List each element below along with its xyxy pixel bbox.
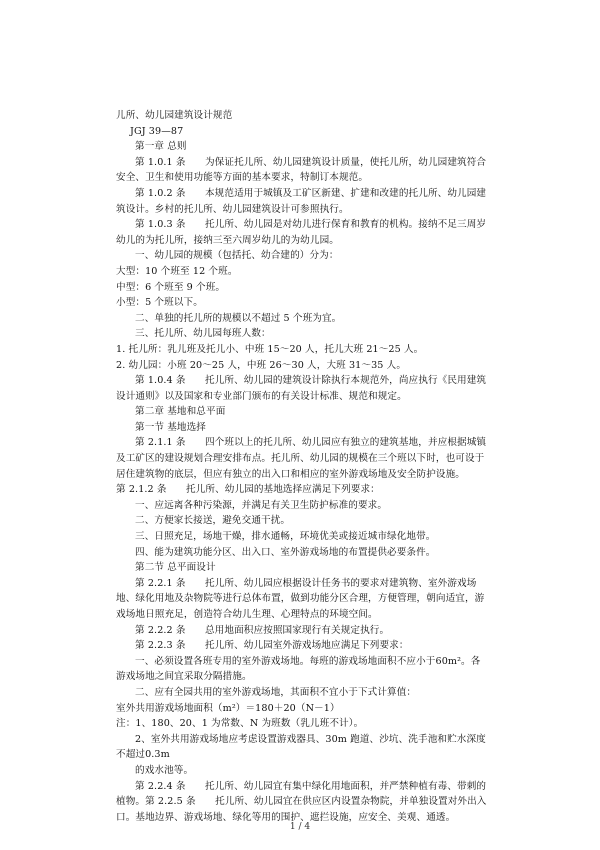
article-paragraph: 第 2.2.2 条 总用地面积应按照国家现行有关规定执行。 xyxy=(135,624,390,636)
article-paragraph: 第 2.2.4 条 托儿所、幼儿园宜有集中绿化用地面积，并严禁种植有毒、带刺的植物。第 2.2.5 条 托儿所、幼儿园宜在供应区内设置杂物院，并单独设置对外出入口。基地边界、游戏场地、绿化等用的围护、遮拦设施，应安全、美观、通透。 xyxy=(116,780,487,823)
list-item: 二、单独的托儿所的规模以不超过 5 个班为宜。 xyxy=(135,312,342,324)
list-item: 三、托儿所、幼儿园每班人数： xyxy=(135,328,271,340)
article-paragraph: 第 2.1.1 条 四个班以上的托儿所、幼儿园应有独立的建筑基地，并应根据城镇及工矿区的建设规划合理安排布点。托儿所、幼儿园的规模在三个班以下时，也可设于居住建筑物的底层，但应有独立的出入口和相应的室外游戏场地及安全防护设施。 第 2.1.2 条 托儿所、幼儿园的基地选择应满足下列要求： xyxy=(116,437,487,496)
list-item: 四、能为建筑功能分区、出入口、室外游戏场地的布置提供必要条件。 xyxy=(135,546,436,558)
list-item: 2、室外共用游戏场地应考虑设置游戏器具、30m 跑道、沙坑、洗手池和贮水深度不超过0.3m xyxy=(116,733,486,761)
section-heading: 第一节 基地选择 xyxy=(135,421,207,433)
standard-code: JGJ 39—87 xyxy=(130,125,184,137)
article-paragraph: 第 2.2.1 条 托儿所、幼儿园应根据设计任务书的要求对建筑物、室外游戏场地、绿化用地及杂物院等进行总体布置，做到功能分区合理，方便管理，朝向适宜，游戏场地日照充足，创造符合幼儿生理、心理特点的环境空间。 xyxy=(116,577,485,620)
article-paragraph: 第 1.0.3 条 托儿所、幼儿园是对幼儿进行保育和教育的机构。接纳不足三周岁幼儿的为托儿所，接纳三至六周岁幼儿的为幼儿园。 xyxy=(116,219,487,246)
page-number: 1 / 4 xyxy=(289,822,311,832)
section-heading: 第二节 总平面设计 xyxy=(135,562,216,574)
document-body xyxy=(116,108,488,825)
list-item: 的戏水池等。 xyxy=(135,764,194,776)
chapter-heading: 第一章 总则 xyxy=(135,141,187,153)
list-item: 2. 幼儿园：小班 20～25 人，中班 26～30 人，大班 31～35 人。 xyxy=(116,359,407,371)
article-paragraph: 第 1.0.1 条 为保证托儿所、幼儿园建筑设计质量，使托儿所，幼儿园建筑符合安全、卫生和使用功能等方面的基本要求，特制订本规范。 xyxy=(116,156,487,184)
article-paragraph: 第 2.2.3 条 托儿所、幼儿园室外游戏场地应满足下列要求： xyxy=(135,640,409,652)
chapter-heading: 第二章 基地和总平面 xyxy=(135,406,226,418)
list-item: 二、应有全园共用的室外游戏场地，其面积不宜小于下式计算值： xyxy=(135,686,417,698)
list-item: 中型：6 个班至 9 个班。 xyxy=(116,281,226,293)
list-item: 大型：10 个班至 12 个班。 xyxy=(116,265,238,277)
formula-line: 室外共用游戏场地面积（m²）＝180＋20（N－1） xyxy=(116,702,340,714)
list-item: 1. 托儿所：乳儿班及托儿小、中班 15～20 人，托儿大班 21～25 人。 xyxy=(116,343,424,355)
list-item: 一、幼儿园的规模（包括托、幼合建的）分为： xyxy=(135,250,339,262)
article-paragraph: 第 1.0.4 条 托儿所、幼儿园的建筑设计除执行本规范外，尚应执行《民用建筑设计通则》以及国家和专业部门颁布的有关设计标准、规范和规定。 xyxy=(116,375,487,402)
list-item: 一、必须设置各班专用的室外游戏场地。每班的游戏场地面积不应小于60m²。各游戏场地之间宜采取分隔措施。 xyxy=(116,655,481,683)
list-item: 一、应远离各种污染源，并满足有关卫生防护标准的要求。 xyxy=(135,499,388,511)
list-item: 小型：5 个班以下。 xyxy=(116,297,203,309)
note-line: 注：1、180、20、1 为常数、N 为班数（乳儿班不计）。 xyxy=(116,718,364,730)
document-title: 儿所、幼儿园建筑设计规范 xyxy=(116,110,233,121)
list-item: 三、日照充足，场地干燥，排水通畅，环境优美或接近城市绿化地带。 xyxy=(135,531,436,543)
list-item: 二、方便家长接送，避免交通干扰。 xyxy=(135,515,291,527)
article-paragraph: 第 1.0.2 条 本规范适用于城镇及工矿区新建、扩建和改建的托儿所、幼儿园建筑设计。乡村的托儿所、幼儿园建筑设计可参照执行。 xyxy=(116,187,487,215)
